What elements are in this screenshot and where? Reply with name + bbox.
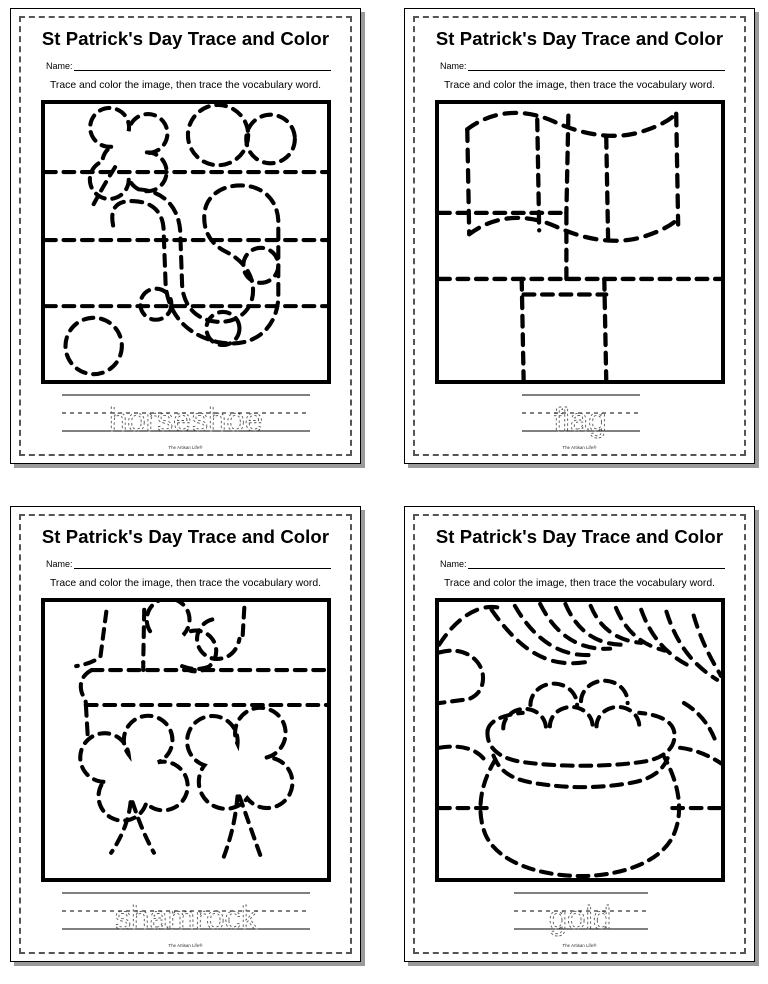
drawing-area-horseshoe[interactable]: [41, 100, 331, 384]
name-input-line[interactable]: [74, 70, 331, 71]
footer-attribution: The Artisan Life®: [562, 942, 597, 949]
drawing-area-gold[interactable]: [435, 598, 725, 882]
instructions-text: Trace and color the image, then trace the vocabulary word.: [49, 80, 322, 91]
traced-word-text: horseshoe: [108, 401, 263, 438]
page-title: St Patrick's Day Trace and Color: [435, 28, 724, 49]
worksheet-page-flag: [404, 8, 755, 464]
name-input-line[interactable]: [468, 70, 725, 71]
page-title: St Patrick's Day Trace and Color: [435, 526, 724, 547]
name-input-line[interactable]: [468, 568, 725, 569]
name-input-line[interactable]: [74, 568, 331, 569]
footer-attribution: The Artisan Life®: [168, 444, 203, 451]
name-label: Name:: [46, 61, 73, 71]
worksheet-page-horseshoe: [10, 8, 361, 464]
background-dashed-lines: [439, 279, 721, 380]
traced-word-text: shamrock: [113, 899, 258, 936]
page-inner-border: [19, 514, 352, 954]
pot-shape: [480, 713, 679, 876]
shamrock-decoration: [89, 108, 167, 204]
name-field-row[interactable]: [46, 559, 341, 570]
worksheet-page-shamrock: [10, 506, 361, 962]
name-field-row[interactable]: [46, 61, 341, 72]
gold-coins: [503, 681, 639, 729]
traced-word-text: gold: [548, 899, 611, 936]
horseshoe-shape: [112, 185, 278, 345]
page-slot-flag: [390, 0, 768, 490]
instructions-text: Trace and color the image, then trace the vocabulary word.: [443, 80, 716, 91]
page-inner-border: [413, 514, 746, 954]
name-label: Name:: [440, 61, 467, 71]
page-slot-gold: [390, 490, 768, 984]
page-slot-horseshoe: [0, 0, 390, 490]
shamrock-right: [187, 708, 292, 857]
name-label: Name:: [440, 559, 467, 569]
shamrock-left: [80, 716, 187, 853]
drawing-area-flag[interactable]: [435, 100, 725, 384]
page-inner-border: [413, 16, 746, 456]
background-dashed-lines: [45, 172, 327, 306]
footer-attribution: The Artisan Life®: [562, 444, 597, 451]
flag-pole: [439, 116, 568, 279]
name-label: Name:: [46, 559, 73, 569]
tracing-word-shamrock[interactable]: [60, 889, 312, 937]
instructions-text: Trace and color the image, then trace the vocabulary word.: [49, 578, 322, 589]
worksheet-page-gold: [404, 506, 755, 962]
page-inner-border: [19, 16, 352, 456]
name-field-row[interactable]: [440, 61, 735, 72]
tracing-word-gold[interactable]: [454, 889, 706, 937]
name-field-row[interactable]: [440, 559, 735, 570]
side-decorations: [439, 651, 721, 808]
drawing-area-shamrock[interactable]: [41, 598, 331, 882]
footer-attribution: The Artisan Life®: [168, 942, 203, 949]
tracing-word-horseshoe[interactable]: [60, 391, 312, 439]
partial-clovers-top: [76, 602, 244, 671]
page-slot-shamrock: [0, 490, 390, 984]
traced-word-text: flag: [552, 401, 607, 438]
tracing-word-flag[interactable]: [454, 391, 706, 439]
horizontal-dashed-bands: [80, 670, 326, 738]
page-title: St Patrick's Day Trace and Color: [41, 28, 330, 49]
page-title: St Patrick's Day Trace and Color: [41, 526, 330, 547]
instructions-text: Trace and color the image, then trace the vocabulary word.: [443, 578, 716, 589]
flag-shape: [467, 113, 678, 241]
